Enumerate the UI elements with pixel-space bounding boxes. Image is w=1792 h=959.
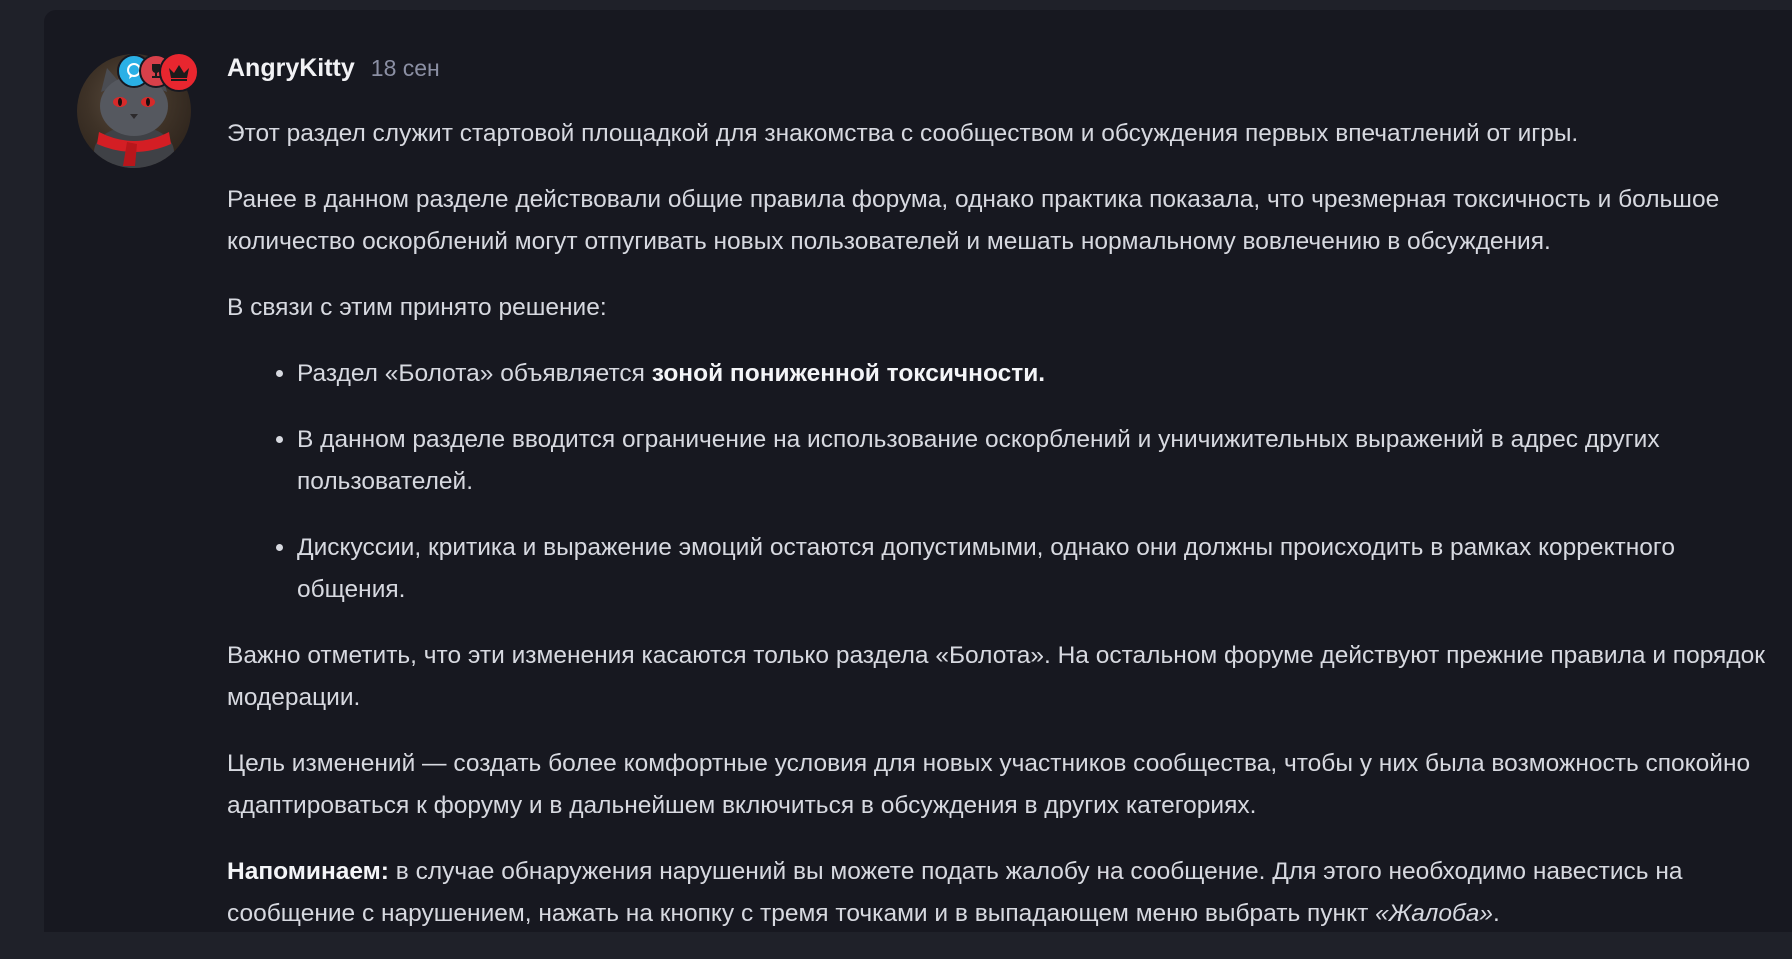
- reminder-label: Напоминаем:: [227, 858, 389, 885]
- reminder-text: в случае обнаружения нарушений вы можете подать жалобу на сообщение. Для этого необходимо навестись на сообщение с нарушением, нажать на кнопку с тремя точками и в выпадающем меню выбрать пункт: [227, 858, 1683, 927]
- paragraph: Этот раздел служит стартовой площадкой для знакомства с сообществом и обсуждения первых впечатлений от игры.: [227, 120, 1579, 147]
- crown-icon[interactable]: [159, 52, 199, 92]
- forum-post: [44, 10, 1792, 932]
- paragraph: Цель изменений — создать более комфортные условия для новых участников сообщества, чтобы у них была возможность спокойно адаптироваться к форуму и в дальнейшем включиться в обсуждения в других категориях.: [227, 750, 1751, 819]
- list-item-text: Раздел «Болота» объявляется: [297, 360, 652, 387]
- rules-list: [227, 353, 1767, 611]
- author-name[interactable]: AngryKitty: [227, 54, 355, 82]
- post-header: [227, 54, 440, 90]
- post-body: [227, 113, 1767, 959]
- list-item: [297, 353, 1767, 395]
- report-menu-item-name: «Жалоба»: [1375, 900, 1494, 927]
- post-date[interactable]: 18 сен: [370, 55, 440, 81]
- avatar-group[interactable]: [77, 54, 191, 168]
- paragraph: Ранее в данном разделе действовали общие правила форума, однако практика показала, что чрезмерная токсичность и большое количество оскорблений могут отпугивать новых пользователей и мешать нормальному вовлечению в обсуждения.: [227, 186, 1720, 255]
- paragraph: [227, 851, 1767, 935]
- paragraph: Важно отметить, что эти изменения касаются только раздела «Болота». На остальном форуме действуют прежние правила и порядок модерации.: [227, 642, 1765, 711]
- list-item: • В данном разделе вводится ограничение на использование оскорблений и уничижительных выражений в адрес других пользователей.: [297, 419, 1767, 503]
- paragraph: В связи с этим принято решение:: [227, 294, 607, 321]
- list-item-bold: зоной пониженной токсичности.: [651, 360, 1046, 387]
- list-item: • Дискуссии, критика и выражение эмоций остаются допустимыми, однако они должны происходить в рамках корректного общения.: [297, 527, 1767, 611]
- reminder-end: .: [1493, 900, 1500, 927]
